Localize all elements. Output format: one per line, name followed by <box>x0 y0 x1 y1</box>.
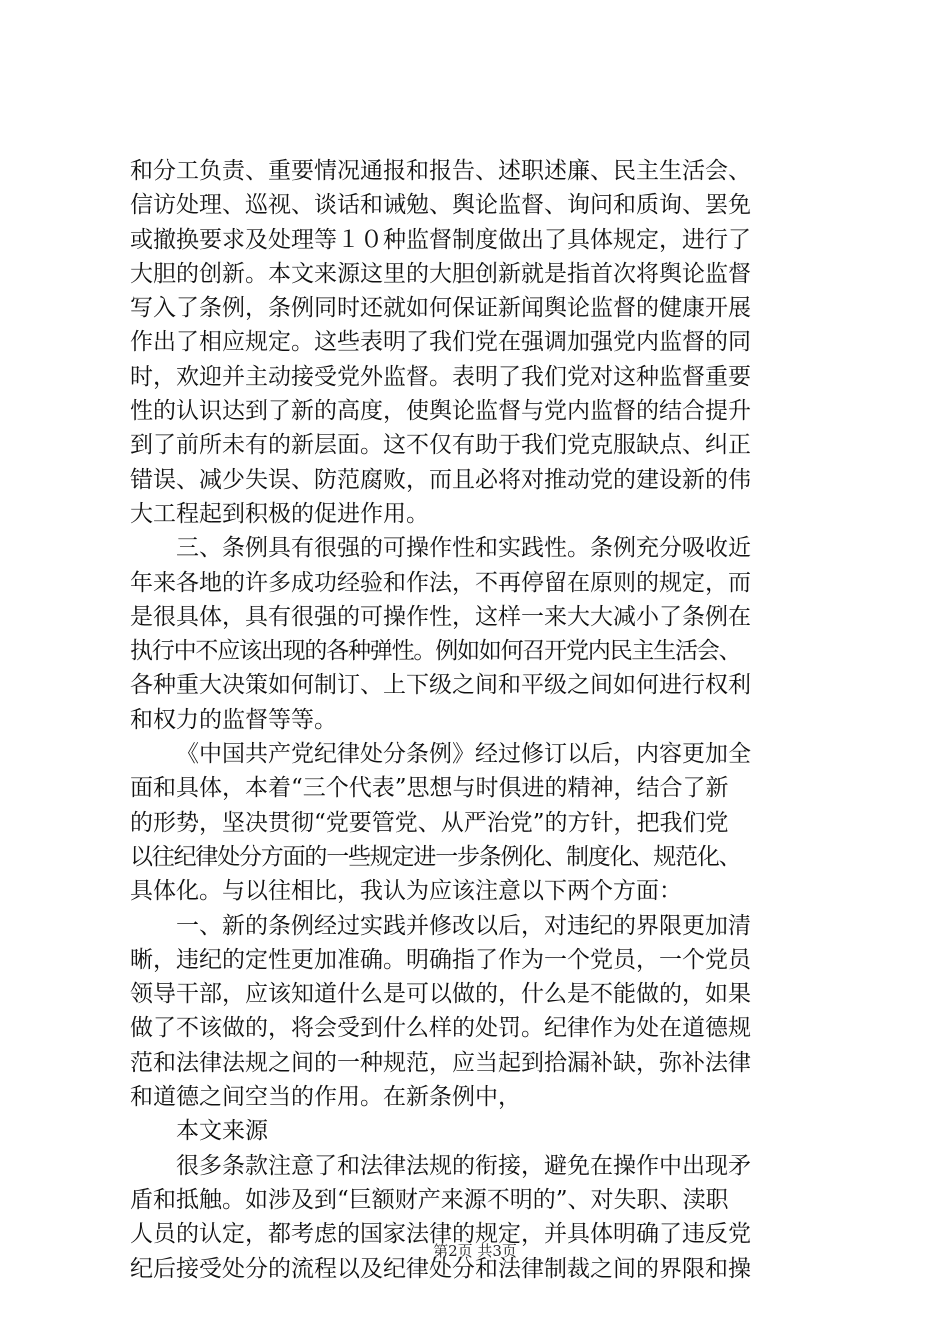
paragraph-start-line: 一、新的条例经过实践并修改以后，对违纪的界限更加清 <box>176 912 751 939</box>
text-line: 性的认识达到了新的高度，使舆论监督与党内监督的结合提升 <box>130 398 751 425</box>
text-line: 面和具体，本着“三个代表”思想与时俱进的精神，结合了新 <box>130 775 729 802</box>
text-line: 盾和抵触。如涉及到“巨额财产来源不明的”、对失职、渎职 <box>130 1186 729 1213</box>
text-line: 各种重大决策如何制订、上下级之间和平级之间如何进行权利 <box>130 672 751 699</box>
text-line: 写入了条例，条例同时还就如何保证新闻舆论监督的健康开展 <box>130 295 751 322</box>
text-line: 以往纪律处分方面的一些规定进一步条例化、制度化、规范化、 <box>130 843 741 870</box>
text-line: 或撤换要求及处理等１０种监督制度做出了具体规定，进行了 <box>130 226 751 253</box>
text-line: 具体化。与以往相比，我认为应该注意以下两个方面： <box>130 878 682 905</box>
text-line: 和分工负责、重要情况通报和报告、述职述廉、民主生活会、 <box>130 158 751 184</box>
text-line: 和权力的监督等等。 <box>130 706 337 733</box>
text-line: 大工程起到积极的促进作用。 <box>130 500 429 527</box>
text-line: 做了不该做的，将会受到什么样的处罚。纪律作为处在道德规 <box>130 1015 751 1042</box>
text-line: 到了前所未有的新层面。这不仅有助于我们党克服缺点、纠正 <box>130 432 751 459</box>
document-body <box>130 154 830 1286</box>
text-line: 执行中不应该出现的各种弹性。例如如何召开党内民主生活会、 <box>130 638 741 665</box>
text-line: 时，欢迎并主动接受党外监督。表明了我们党对这种监督重要 <box>130 363 751 390</box>
page-footer <box>0 1241 950 1261</box>
text-line: 是很具体，具有很强的可操作性，这样一来大大减小了条例在 <box>130 603 751 630</box>
text-line: 人员的认定，都考虑的国家法律的规定，并具体明确了违反党 <box>130 1221 751 1248</box>
text-line: 范和法律法规之间的一种规范，应当起到拾漏补缺，弥补法律 <box>130 1049 751 1076</box>
source-label-line: 本文来源 <box>176 1118 268 1145</box>
page-number: 第2页 共3页 <box>433 1242 517 1260</box>
paragraph-start-line: 《中国共产党纪律处分条例》经过修订以后，内容更加全 <box>176 741 751 768</box>
paragraph-start-line: 很多条款注意了和法律法规的衔接，避免在操作中出现矛 <box>176 1152 751 1179</box>
text-line: 年来各地的许多成功经验和作法，不再停留在原则的规定，而 <box>130 569 751 596</box>
text-line: 作出了相应规定。这些表明了我们党在强调加强党内监督的同 <box>130 329 751 356</box>
text-line: 纪后接受处分的流程以及纪律处分和法律制裁之间的界限和操 <box>130 1255 751 1282</box>
text-line: 领导干部，应该知道什么是可以做的，什么是不能做的，如果 <box>130 981 751 1008</box>
text-line: 晰，违纪的定性更加准确。明确指了作为一个党员，一个党员 <box>130 946 751 973</box>
paragraph-start-line: 三、条例具有很强的可操作性和实践性。条例充分吸收近 <box>176 535 751 562</box>
text-line: 信访处理、巡视、谈话和诫勉、舆论监督、询问和质询、罢免 <box>130 192 751 219</box>
text-line: 的形势，坚决贯彻“党要管党、从严治党”的方针，把我们党 <box>130 809 729 836</box>
text-line: 和道德之间空当的作用。在新条例中， <box>130 1084 521 1111</box>
text-line: 错误、减少失误、防范腐败，而且必将对推动党的建设新的伟 <box>130 466 751 493</box>
text-line: 大胆的创新。本文来源这里的大胆创新就是指首次将舆论监督 <box>130 260 751 287</box>
